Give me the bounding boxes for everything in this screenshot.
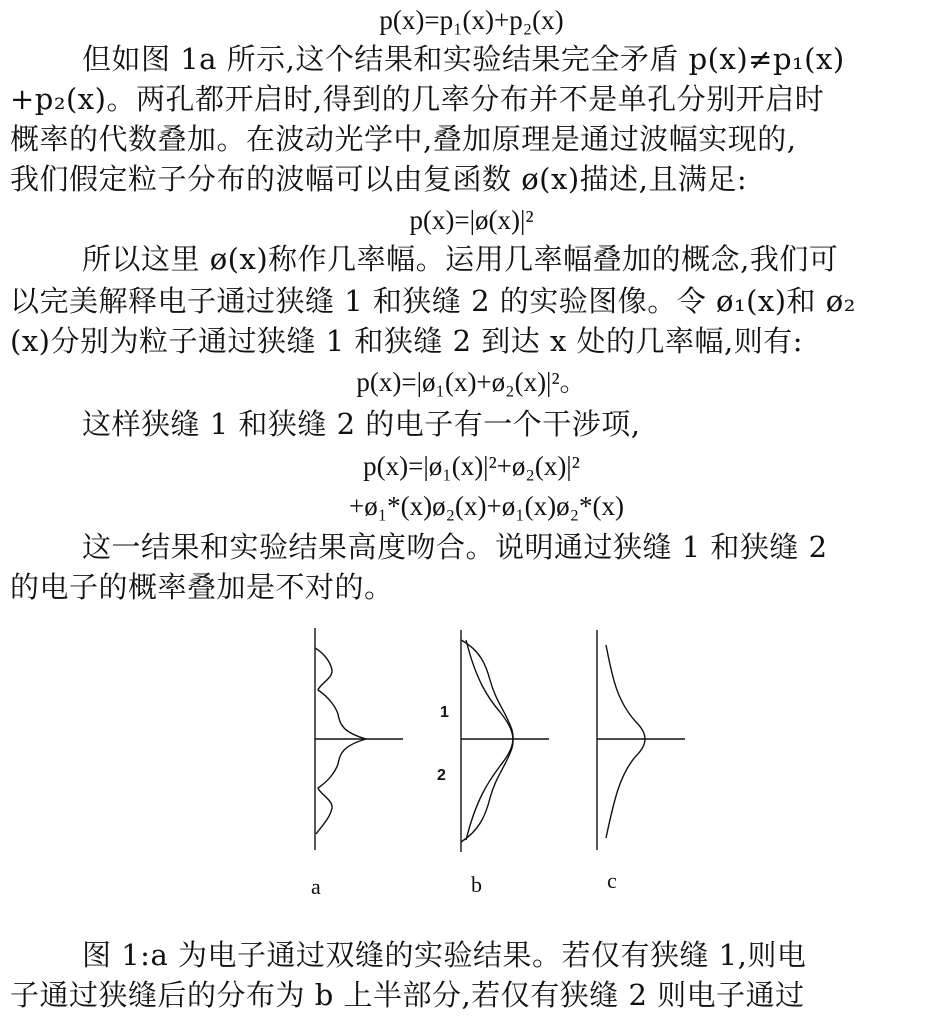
slit-2-label: 2	[437, 767, 446, 784]
panel-a	[315, 628, 403, 850]
caption-line: 子通过狭缝后的分布为 b 上半部分,若仅有狭缝 2 则电子通过	[10, 978, 805, 1012]
paragraph-line: +p₂(x)。两孔都开启时,得到的几率分布并不是单孔分别开启时	[10, 82, 825, 116]
panel-c	[597, 630, 685, 850]
panel-b-label: b	[471, 872, 482, 897]
panel-c-sum-curve	[606, 645, 645, 838]
equation-sum: p(x)=p₁(x)+p₂(x)	[379, 5, 564, 35]
paragraph-line: 概率的代数叠加。在波动光学中,叠加原理是通过波幅实现的,	[10, 122, 797, 156]
paragraph-line: 这样狭缝 1 和狭缝 2 的电子有一个干涉项,	[82, 407, 641, 441]
paragraph-line: 我们假定粒子分布的波幅可以由复函数 ø(x)描述,且满足:	[10, 162, 748, 196]
paragraph-line: 所以这里 ø(x)称作几率幅。运用几率幅叠加的概念,我们可	[82, 242, 839, 276]
panel-a-interference-curve	[315, 648, 366, 834]
paragraph-line: 以完美解释电子通过狭缝 1 和狭缝 2 的实验图像。令 ø₁(x)和 ø₂	[10, 284, 856, 318]
equation-interference-2: +ø₁*(x)ø₂(x)+ø₁(x)ø₂*(x)	[348, 491, 625, 521]
slit-1-label: 1	[440, 704, 449, 721]
paragraph-line: 的电子的概率叠加是不对的。	[10, 570, 394, 604]
paragraph-line: (x)分别为粒子通过狭缝 1 和狭缝 2 到达 x 处的几率幅,则有:	[10, 324, 804, 358]
equation-probability-amplitude: p(x)=|ø(x)|²	[409, 205, 534, 235]
panel-c-label: c	[607, 868, 617, 893]
equation-interference-1: p(x)=|ø₁(x)|²+ø₂(x)|²	[363, 451, 580, 481]
equation-superposition: p(x)=|ø₁(x)+ø₂(x)|²。	[356, 367, 587, 397]
paragraph-line: 但如图 1a 所示,这个结果和实验结果完全矛盾 p(x)≠p₁(x)	[82, 42, 845, 76]
panel-b	[461, 630, 549, 852]
caption-line: 图 1:a 为电子通过双缝的实验结果。若仅有狭缝 1,则电	[82, 938, 807, 972]
panel-a-label: a	[311, 874, 321, 899]
paragraph-line: 这一结果和实验结果高度吻合。说明通过狭缝 1 和狭缝 2	[82, 530, 828, 564]
